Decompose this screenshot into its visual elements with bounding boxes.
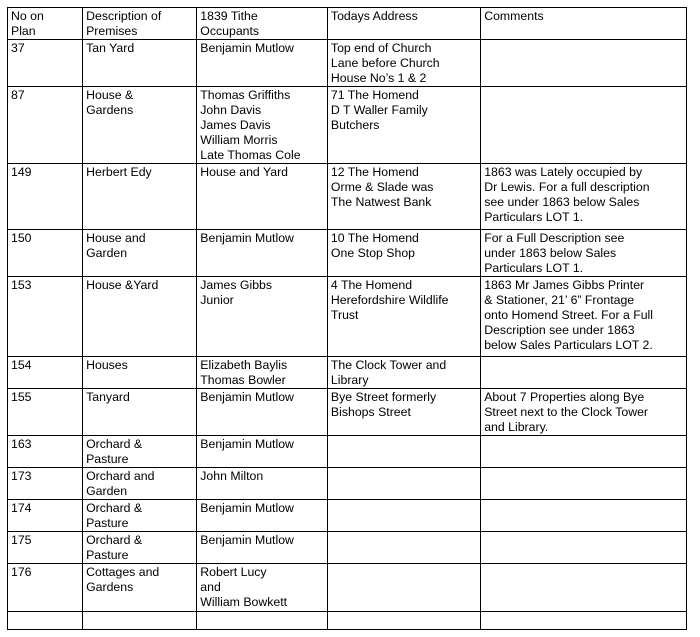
cell-text: Library [330,373,369,387]
cell-text: 1863 Mr James Gibbs Printer [484,278,645,292]
table-row [8,357,687,389]
cell-text: 150 [11,231,32,245]
cell-text: Junior [200,293,234,307]
cell-plan-number [8,500,83,532]
cell-todays-address [327,532,480,564]
cell-description [83,164,197,230]
cell-description [83,389,197,436]
cell-text: Benjamin Mutlow [200,437,294,451]
header-tithe-occupants [197,8,328,40]
cell-text: For a Full Description see [484,231,625,245]
cell-text: 87 [11,88,25,102]
cell-tithe-occupants [197,564,328,612]
table-row [8,564,687,612]
header-plan-number [8,8,83,40]
cell-text: and Library. [484,420,549,434]
header-text: Comments [484,9,544,23]
cell-text: Benjamin Mutlow [200,390,294,404]
cell-comments [481,87,687,164]
header-description [83,8,197,40]
cell-tithe-occupants [197,532,328,564]
cell-description [83,230,197,277]
header-todays-address [327,8,480,40]
cell-todays-address [327,436,480,468]
table-row [8,230,687,277]
cell-text: 175 [11,533,32,547]
cell-todays-address [327,357,480,389]
cell-text: House &Yard [86,278,159,292]
cell-text: The Clock Tower and [330,358,447,372]
cell-text: William Morris [200,133,278,147]
cell-text: 149 [11,165,32,179]
cell-tithe-occupants [197,436,328,468]
cell-todays-address [327,500,480,532]
cell-plan-number [8,564,83,612]
cell-text: Particulars LOT 1. [484,210,584,224]
cell-text: House & [86,88,134,102]
cell-text: House and Yard [200,165,289,179]
cell-description [83,612,197,630]
cell-text: About 7 Properties along Bye [484,390,645,404]
cell-text: see under 1863 below Sales [484,195,640,209]
cell-description [83,87,197,164]
cell-text: & Stationer, 21’ 6” Frontage [484,293,635,307]
cell-text: Tan Yard [86,41,135,55]
cell-text: Dr Lewis. For a full description [484,180,650,194]
table-row [8,389,687,436]
cell-text: Trust [330,308,359,322]
header-text: 1839 Tithe [200,9,258,23]
cell-description [83,468,197,500]
table-row [8,612,687,630]
cell-text: William Bowkett [200,595,288,609]
cell-text: 71 The Homend [330,88,419,102]
cell-text: Top end of Church [330,41,432,55]
cell-text: Orme & Slade was [330,180,434,194]
cell-comments [481,277,687,357]
table-row [8,468,687,500]
cell-text: Tanyard [86,390,130,404]
table-row [8,436,687,468]
cell-comments [481,40,687,87]
cell-plan-number [8,468,83,500]
cell-tithe-occupants [197,357,328,389]
cell-text: Garden [86,484,128,498]
cell-comments [481,468,687,500]
cell-description [83,357,197,389]
cell-comments [481,230,687,277]
cell-comments [481,436,687,468]
cell-text: Thomas Griffiths [200,88,291,102]
cell-text: 1863 was Lately occupied by [484,165,643,179]
header-text: Plan [11,24,36,38]
cell-text: Elizabeth Baylis [200,358,288,372]
cell-text: Gardens [86,580,134,594]
table-row [8,277,687,357]
cell-text: Orchard and [86,469,155,483]
cell-text: Gardens [86,103,134,117]
cell-text: James Gibbs [200,278,273,292]
cell-text: and [200,580,221,594]
header-text: Premises [86,24,138,38]
cell-tithe-occupants [197,612,328,630]
cell-todays-address [327,564,480,612]
cell-text: Benjamin Mutlow [200,41,294,55]
cell-todays-address [327,87,480,164]
cell-text: 12 The Homend [330,165,419,179]
cell-tithe-occupants [197,230,328,277]
cell-plan-number [8,532,83,564]
cell-plan-number [8,357,83,389]
cell-comments [481,500,687,532]
cell-plan-number [8,436,83,468]
cell-text: John Milton [200,469,264,483]
cell-plan-number [8,277,83,357]
table-row [8,40,687,87]
cell-text: 4 The Homend [330,278,413,292]
cell-todays-address [327,468,480,500]
header-comments [481,8,687,40]
cell-text: Robert Lucy [200,565,267,579]
cell-text: Description see under 1863 [484,323,635,337]
cell-description [83,532,197,564]
cell-comments [481,164,687,230]
table-row [8,532,687,564]
cell-todays-address [327,277,480,357]
cell-text: Butchers [330,118,380,132]
cell-comments [481,532,687,564]
cell-text: 176 [11,565,32,579]
cell-text: House No’s 1 & 2 [330,71,427,85]
cell-text: 10 The Homend [330,231,419,245]
tithe-table [7,7,687,630]
header-text: Description of [86,9,162,23]
cell-description [83,277,197,357]
cell-tithe-occupants [197,277,328,357]
cell-todays-address [327,40,480,87]
cell-text: House and [86,231,146,245]
cell-todays-address [327,389,480,436]
cell-text: Bye Street formerly [330,390,437,404]
cell-plan-number [8,164,83,230]
header-text: No on [11,9,44,23]
cell-todays-address [327,164,480,230]
cell-text: Orchard & [86,533,143,547]
cell-text: Thomas Bowler [200,373,286,387]
cell-text: Benjamin Mutlow [200,501,294,515]
cell-comments [481,564,687,612]
table-row [8,87,687,164]
cell-todays-address [327,612,480,630]
tithe-table-body [8,8,687,630]
cell-text: below Sales Particulars LOT 2. [484,338,653,352]
cell-text: Benjamin Mutlow [200,231,294,245]
cell-plan-number [8,612,83,630]
header-text: Todays Address [330,9,418,23]
cell-description [83,436,197,468]
cell-text: Street next to the Clock Tower [484,405,649,419]
table-row [8,500,687,532]
cell-description [83,564,197,612]
header-row [8,8,687,40]
cell-text: Late Thomas Cole [200,148,301,162]
cell-plan-number [8,87,83,164]
cell-text: Houses [86,358,128,372]
cell-text: Cottages and [86,565,160,579]
cell-text: James Davis [200,118,271,132]
cell-text: Herefordshire Wildlife [330,293,449,307]
cell-text: John Davis [200,103,262,117]
cell-text: The Natwest Bank [330,195,432,209]
cell-text: Bishops Street [330,405,411,419]
cell-plan-number [8,40,83,87]
cell-comments [481,612,687,630]
cell-tithe-occupants [197,87,328,164]
cell-text: under 1863 below Sales [484,246,617,260]
cell-description [83,40,197,87]
cell-text: 173 [11,469,32,483]
cell-text: Particulars LOT 1. [484,261,584,275]
cell-text: Pasture [86,516,129,530]
cell-todays-address [327,230,480,277]
table-row [8,164,687,230]
cell-text: Garden [86,246,128,260]
cell-plan-number [8,389,83,436]
cell-text: Benjamin Mutlow [200,533,294,547]
cell-text: Lane before Church [330,56,440,70]
cell-text: 37 [11,41,25,55]
cell-text: D T Waller Family [330,103,428,117]
cell-text: 155 [11,390,32,404]
cell-text: Orchard & [86,437,143,451]
cell-tithe-occupants [197,500,328,532]
header-text: Occupants [200,24,260,38]
cell-tithe-occupants [197,40,328,87]
cell-comments [481,389,687,436]
cell-tithe-occupants [197,389,328,436]
cell-comments [481,357,687,389]
cell-tithe-occupants [197,468,328,500]
cell-text: Pasture [86,452,129,466]
cell-text: Orchard & [86,501,143,515]
cell-text: 153 [11,278,32,292]
cell-description [83,500,197,532]
cell-text: Herbert Edy [86,165,152,179]
cell-text: Pasture [86,548,129,562]
cell-plan-number [8,230,83,277]
cell-text: 154 [11,358,32,372]
cell-text: One Stop Shop [330,246,416,260]
cell-text: onto Homend Street. For a Full [484,308,654,322]
cell-text: 174 [11,501,32,515]
cell-text: 163 [11,437,32,451]
cell-tithe-occupants [197,164,328,230]
